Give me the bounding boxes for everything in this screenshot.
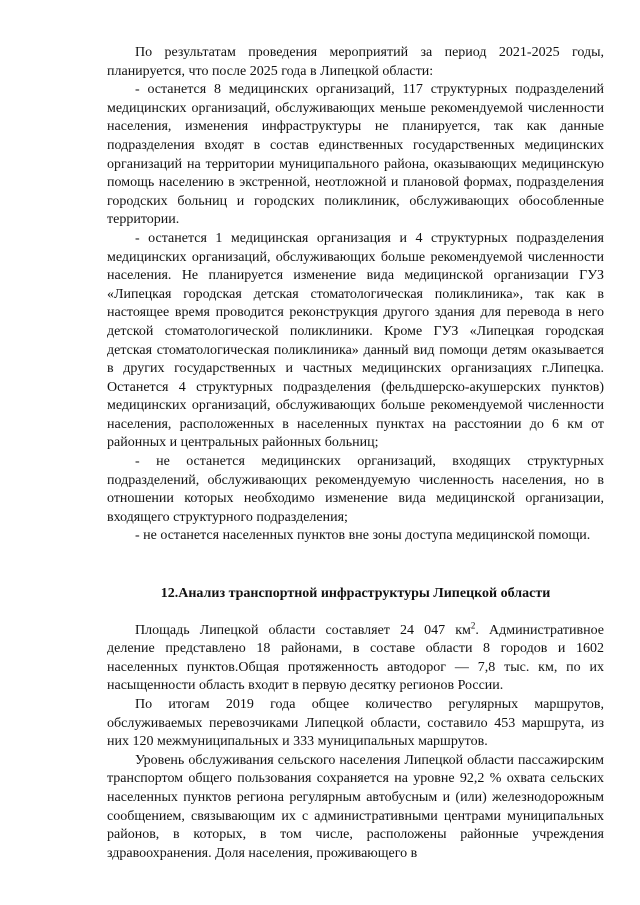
paragraph-plans-intro: По результатам проведения мероприятий за период 2021-2025 годы, планируется, что после 2025 года в Липецкой области: bbox=[107, 45, 604, 79]
paragraph-routes: По итогам 2019 года общее количество регулярных маршрутов, обслуживаемых перевозчиками Липецкой области, составило 453 маршрута, из них 120 межмуниципальных и 333 муниципальных маршрутов. bbox=[107, 697, 604, 750]
paragraph-remaining-organizations: - останется 8 медицинских организаций, 117 структурных подразделений медицинских организаций, обслуживающих меньше рекомендуемой численности населения, изменения инфраструктуры не планируется, так как данные подразделения входят в состав единственных государственных медицинских организаций на территории муниципального района, оказывающих медицинскую помощь населению в экстренной, неотложной и плановой формах, подразделения городских больниц и городских поликлиник, обслуживающих обособленные территории. bbox=[107, 82, 604, 228]
paragraph-no-change-required: - не останется медицинских организаций, входящих структурных подразделений, обслуживающих рекомендуемую численность населения, но в отношении которых необходимо изменение вида медицинской организации, входящего структурного подразделения; bbox=[107, 454, 604, 525]
area-text-after: . Административное деление представлено 18 районами, в составе области 8 городов и 1602 населенных пунктов.Общая протяженность автодорог — 7,8 тыс. км, по их насыщенности область входит в первую десятку регионов России. bbox=[107, 622, 604, 694]
paragraph-no-unserved-settlements: - не останется населенных пунктов вне зоны доступа медицинской помощи. bbox=[135, 528, 591, 544]
area-text-before: Площадь Липецкой области составляет 24 047 км bbox=[135, 622, 471, 638]
paragraph-one-organization: - останется 1 медицинская организация и 4 структурных подразделения медицинских организаций, обслуживающих больше рекомендуемой численности населения. Не планируется изменение вида медицинской организации ГУЗ «Липецкая городская детская стоматологическая поликлиника», так как в настоящее время проводится реконструкция другого здания для перевода в него детской стоматологической поликлиники. Кроме ГУЗ «Липецкая городская детская стоматологическая поликлиника» данный вид помощи детям оказывается в других государственных и частных медицинских организациях г.Липецка. Останется 4 структурных подразделения (фельдшерско-акушерских пунктов) медицинских организаций, обслуживающих больше рекомендуемой численности населения, расположенных в населенных пунктах на расстоянии до 6 км от районных и центральных районных больниц; bbox=[107, 230, 604, 451]
section-heading: 12.Анализ транспортной инфраструктуры Липецкой области bbox=[160, 586, 551, 602]
paragraph-rural-service: Уровень обслуживания сельского населения Липецкой области пассажирским транспортом общего пользования сохраняется на уровне 92,2 % охвата сельских населенных пунктов региона регулярным автобусным и (или) железнодорожным сообщением, связывающим их с административными центрами муниципальных районов, в которых, в том числе, расположены районные учреждения здравоохранения. Доля населения, проживающего в bbox=[107, 752, 604, 861]
paragraph-area bbox=[107, 619, 604, 696]
area-superscript: 2 bbox=[470, 619, 476, 630]
